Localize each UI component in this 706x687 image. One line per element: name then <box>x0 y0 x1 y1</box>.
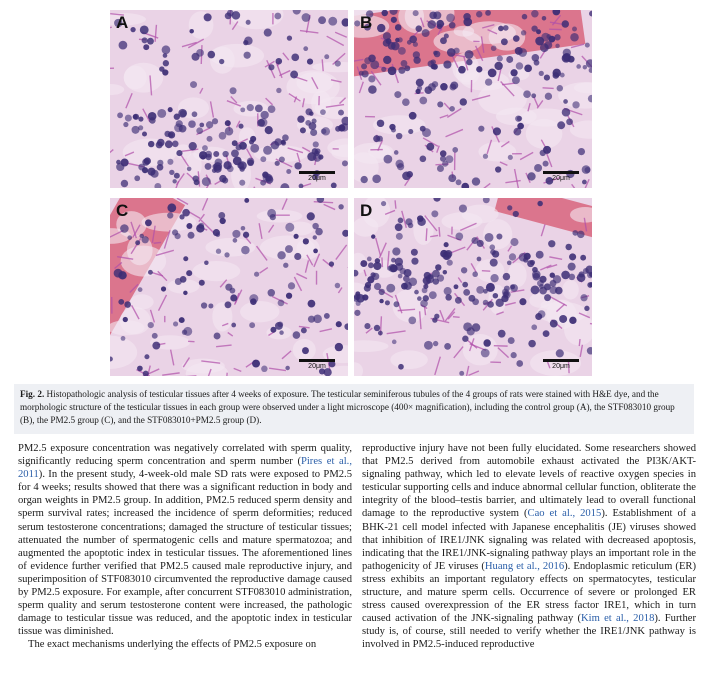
left-p1-text-a: PM2.5 exposure concentration was negatively correlated with sperm quality, significantly reducing sperm concentration and sperm number ( <box>18 443 352 468</box>
right-text-2: ). Establishment of a BHK-21 cell model infected with Japanese encephalitis (JE) viruses showed that inhibition of IRE1/JNK signaling was related with decreased apoptosis, indicating that the IRE1/JNK-signaling pathway plays an important role in the pathogenicity of JE viruses ( <box>362 508 696 572</box>
panel-d-scale-label: 20μm <box>552 363 570 370</box>
histology-figure <box>110 10 592 376</box>
panel-c-micrograph <box>110 198 348 376</box>
caption-lead: Fig. 2. <box>20 389 45 399</box>
caption-text: Histopathologic analysis of testicular tissues after 4 weeks of exposure. The testicular seminiferous tubules of the 4 groups of rats were stained with H&E dye, and the morphologic structure of the testicular tissues in each group were observed under a light microscope (400× magnification), including the control group (A), the STF083010 group (B), the PM2.5 group (C), and the STF083010+PM2.5 group (D). <box>20 389 675 425</box>
right-text-4: ). Further study is, of course, still needed to verify whether the IRE1/JNK pathway is involved in PM2.5-induced reproductive <box>362 613 696 651</box>
right-column <box>362 442 696 652</box>
panel-b <box>354 10 592 188</box>
panel-a-micrograph <box>110 10 348 188</box>
panel-a-label: A <box>116 13 129 32</box>
ref-link-huang[interactable]: Huang et al., 2016 <box>484 560 565 572</box>
panel-d-label: D <box>360 201 373 220</box>
panel-b-label: B <box>360 13 373 32</box>
panel-d-scalebar <box>540 359 582 370</box>
panel-a-scalebar <box>296 171 338 182</box>
panel-d-micrograph <box>354 198 592 376</box>
left-column <box>18 442 352 652</box>
panel-a-scale-label: 20μm <box>308 175 326 182</box>
right-paragraph <box>362 442 696 652</box>
panel-b-scalebar <box>540 171 582 182</box>
ref-link-kim[interactable]: Kim et al., 2018 <box>581 613 655 625</box>
panel-c-label: C <box>116 201 129 220</box>
left-p1-text-b: ). In the present study, 4-week-old male SD rats were exposed to PM2.5 for 4 weeks; results showed that there was a significant reduction in body and organ weights in PM2.5 group. In addition, PM2.5 reduced sperm density and sperm survival rates; increased the incidence of sperm deformities; reduced serum testosterone concentrations; damaged the structure of testicular tissues; attenuated the number of spermatogenic cells and mature spermatozoa; and augmented the apoptotic index in testicular tissues. The aforementioned lines of evidence further verified that PM2.5 caused male reproductive injury, and superimposition of STF083010 circumvented the reproductive damage caused by PM2.5 exposure. For example, after concurrent STF083010 administration, sperm quality and serum testosterone content were increased, the pathologic damage to testicular tissue was reduced, and the apoptotic index in testicular tissue was diminished. <box>18 469 352 638</box>
panel-c-scalebar <box>296 359 338 370</box>
right-text-1: reproductive injury have not been fully elucidated. Some researchers showed that PM2.5 derived from automobile exhaust activated the PI3K/AKT-signaling pathway, which led to elevate levels of reactive oxygen species in testicular supporting cells and induce abnormal cellular function, obliterate the integrity of the blood–testis barrier, and ultimately lead to overall functional damage to the reproductive system ( <box>362 443 696 520</box>
ref-link-pires[interactable]: Pires et al., 2011 <box>18 456 352 481</box>
right-text-3: ). Endoplasmic reticulum (ER) stress exhibits an important regulatory effects on spermatocytes, testicular structure, and mature sperm cells. Occurrence of severe or prolonged ER stress caused overexpression of the ER stress factor IRE1, which in turn caused activation of the JNK-signaling pathway ( <box>362 560 697 625</box>
figure-caption <box>14 384 694 434</box>
left-paragraph-2: The exact mechanisms underlying the effects of PM2.5 exposure on <box>28 639 317 651</box>
panel-c-scale-label: 20μm <box>308 363 326 370</box>
ref-link-cao[interactable]: Cao et al., 2015 <box>527 508 602 520</box>
left-paragraph-1 <box>18 442 352 638</box>
panel-b-scale-label: 20μm <box>552 175 570 182</box>
panel-a <box>110 10 348 188</box>
panel-b-micrograph <box>354 10 592 188</box>
panel-c <box>110 198 348 376</box>
panel-d <box>354 198 592 376</box>
